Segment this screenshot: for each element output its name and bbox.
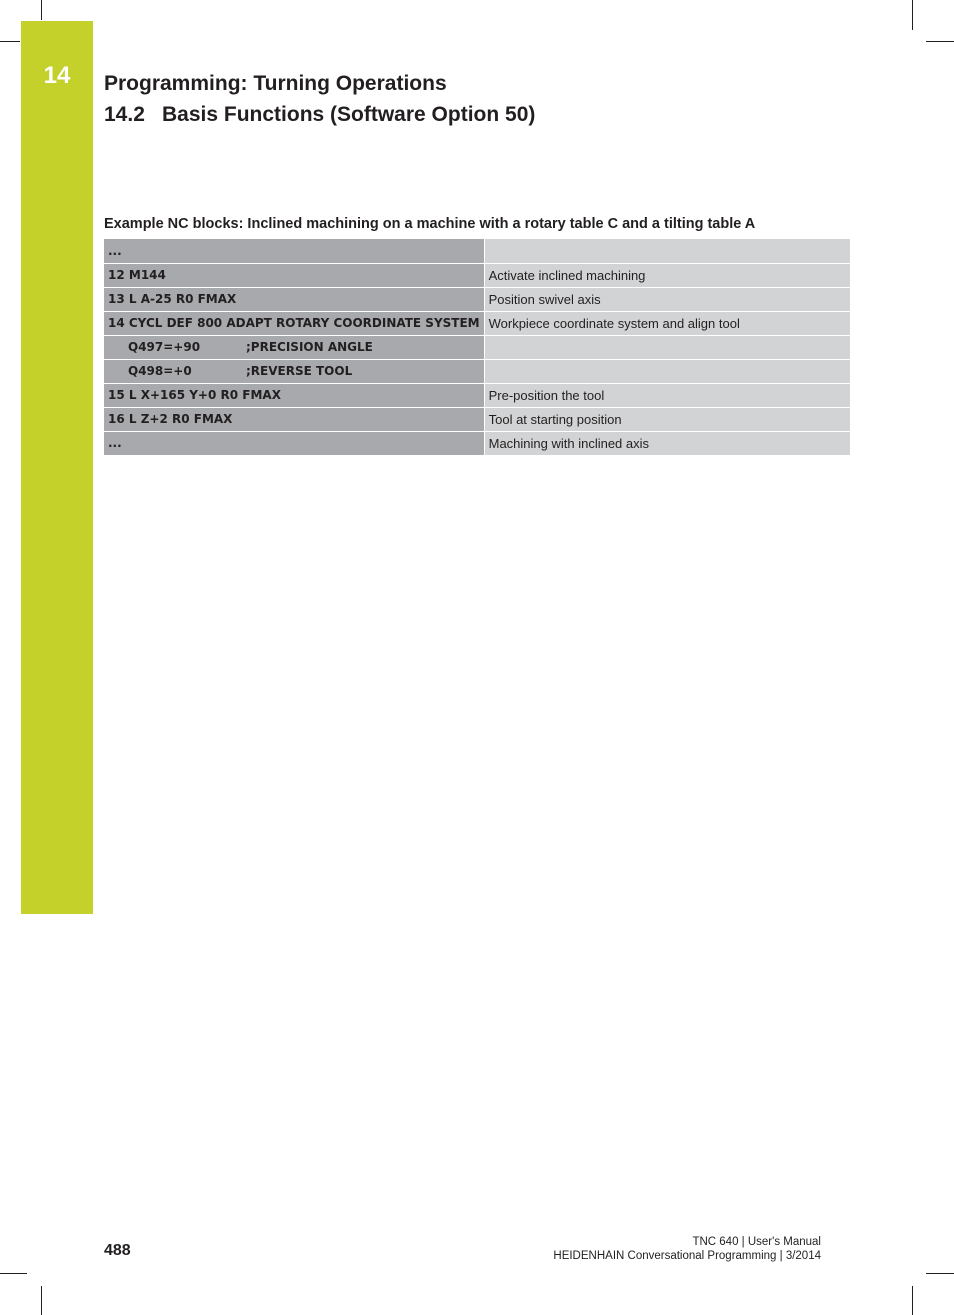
nc-parameter <box>104 335 484 359</box>
nc-blocks-table <box>104 239 850 456</box>
nc-description: Tool at starting position <box>484 407 850 431</box>
chapter-tab <box>21 21 93 914</box>
parameter-code: Q497=+90 <box>128 340 201 354</box>
table-row <box>104 287 850 311</box>
table-row <box>104 407 850 431</box>
nc-description <box>484 335 850 359</box>
nc-description <box>484 359 850 383</box>
nc-code: ... <box>104 431 484 455</box>
chapter-number: 14 <box>43 62 71 89</box>
table-row <box>104 431 850 455</box>
nc-code: 13 L A-25 R0 FMAX <box>104 287 484 311</box>
crop-mark <box>0 1273 27 1274</box>
nc-code: ... <box>104 239 484 263</box>
page-number: 488 <box>104 1242 131 1259</box>
nc-code: 12 M144 <box>104 263 484 287</box>
footer-line: TNC 640 | User's Manual <box>692 1236 821 1248</box>
nc-code: 16 L Z+2 R0 FMAX <box>104 407 484 431</box>
nc-parameter <box>104 359 484 383</box>
table-row <box>104 359 850 383</box>
parameter-comment: ;PRECISION ANGLE <box>246 340 373 354</box>
nc-code: 15 L X+165 Y+0 R0 FMAX <box>104 383 484 407</box>
crop-mark <box>926 41 954 42</box>
table-row <box>104 311 850 335</box>
section-title <box>104 103 535 127</box>
section-number: 14.2 <box>104 103 145 126</box>
crop-mark <box>41 0 42 20</box>
nc-description: Position swivel axis <box>484 287 850 311</box>
parameter-comment: ;REVERSE TOOL <box>246 364 353 378</box>
example-heading: Example NC blocks: Inclined machining on a machine with a rotary table C and a tilting table A <box>104 216 756 232</box>
crop-mark <box>926 1273 954 1274</box>
crop-mark <box>0 41 20 42</box>
crop-mark <box>912 1286 913 1315</box>
nc-description: Workpiece coordinate system and align tool <box>484 311 850 335</box>
table-row <box>104 335 850 359</box>
nc-code: 14 CYCL DEF 800 ADAPT ROTARY COORDINATE SYSTEM <box>104 311 484 335</box>
chapter-title: Programming: Turning Operations <box>104 72 447 95</box>
parameter-code: Q498=+0 <box>128 364 192 378</box>
crop-mark <box>41 1286 42 1315</box>
nc-description: Machining with inclined axis <box>484 431 850 455</box>
nc-description: Activate inclined machining <box>484 263 850 287</box>
nc-description: Pre-position the tool <box>484 383 850 407</box>
table-row <box>104 263 850 287</box>
footer-line: HEIDENHAIN Conversational Programming | 3/2014 <box>553 1250 821 1262</box>
crop-mark <box>912 0 913 30</box>
table-row <box>104 239 850 263</box>
nc-description <box>484 239 850 263</box>
table-row <box>104 383 850 407</box>
footer <box>553 1235 821 1263</box>
section-name: Basis Functions (Software Option 50) <box>162 103 536 126</box>
